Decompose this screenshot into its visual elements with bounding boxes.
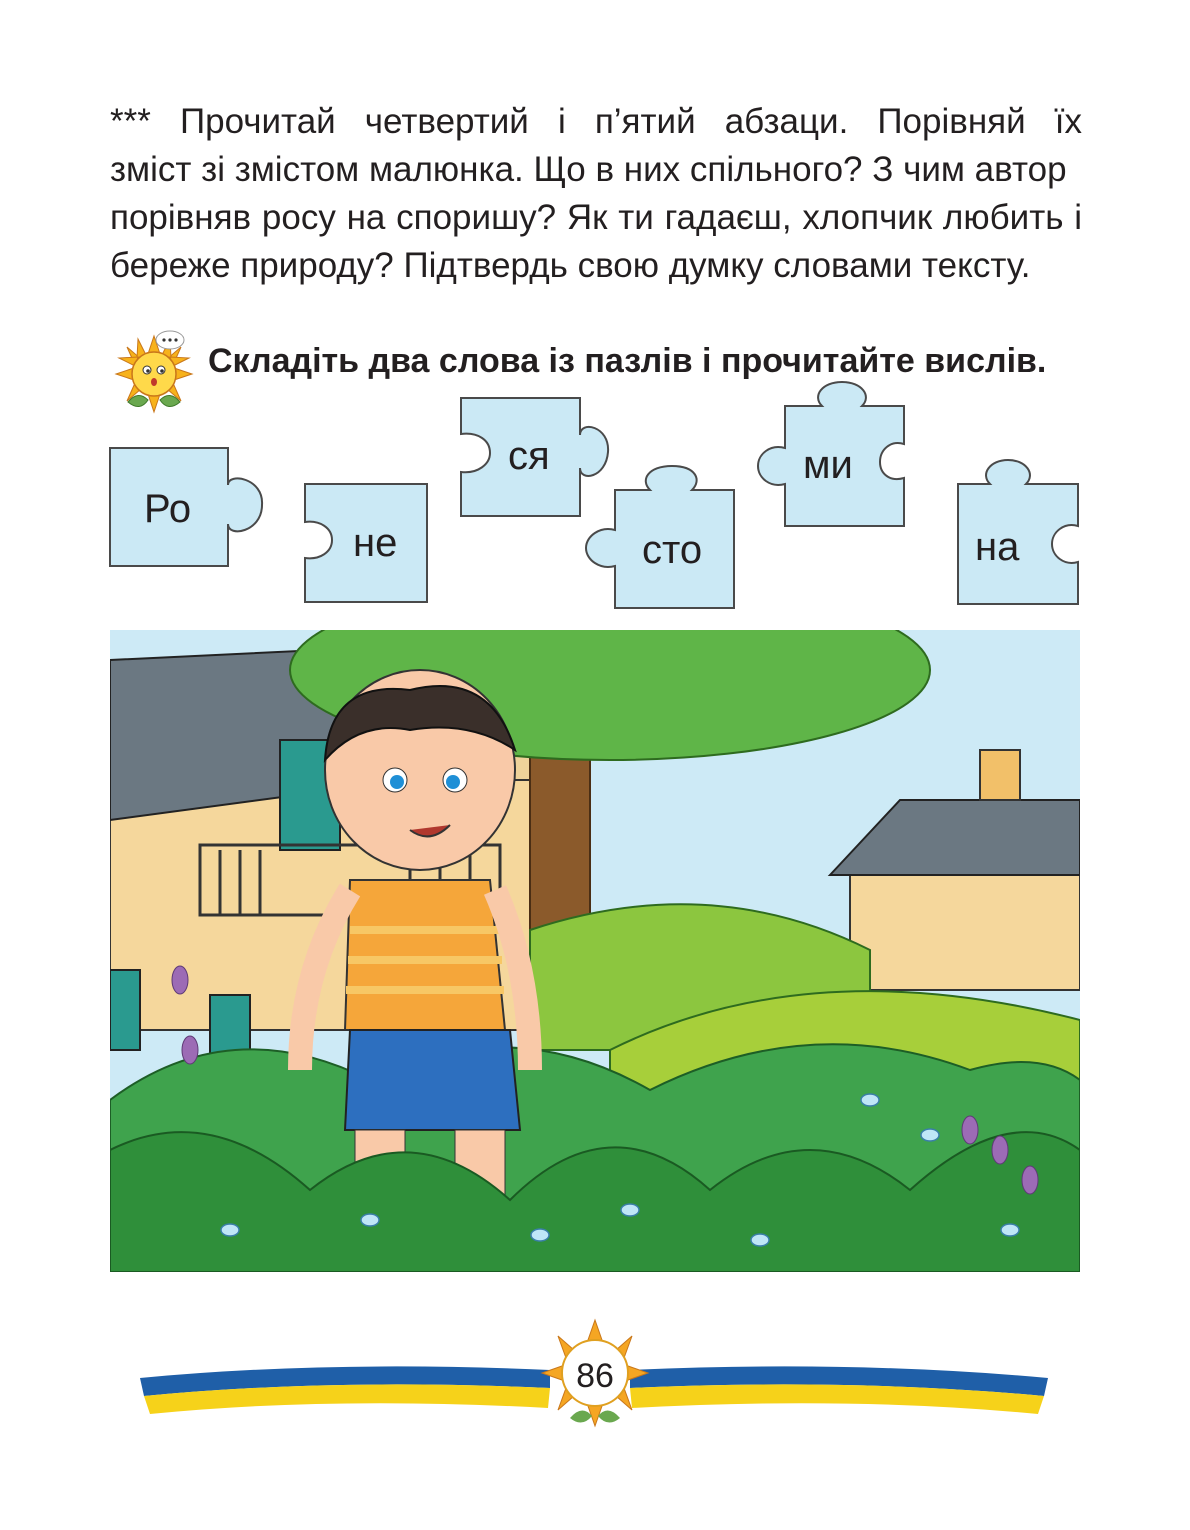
text-line-3: порівняв росу на споришу? Як ти гадаєш, хлопчик любить і bbox=[110, 198, 1082, 237]
puzzle-label-ro: Ро bbox=[144, 487, 192, 531]
puzzle-label-ne: не bbox=[353, 521, 398, 565]
sunflower-thinking-icon bbox=[108, 328, 200, 420]
puzzle-label-na: на bbox=[975, 525, 1020, 569]
text-line-2: зміст зі змістом малюнка. Що в них спільного? З чим автор bbox=[110, 150, 1067, 189]
boy-in-garden-illustration bbox=[110, 630, 1080, 1272]
exercise-text bbox=[110, 98, 1082, 290]
task-header bbox=[108, 328, 1098, 418]
puzzle-piece-ne[interactable] bbox=[305, 484, 427, 602]
puzzle-piece-sto[interactable] bbox=[586, 466, 734, 608]
task-title: Складіть два слова із пазлів і прочитайте вислів. bbox=[208, 342, 1047, 380]
puzzle-label-sto: сто bbox=[642, 528, 703, 572]
text-line-4: береже природу? Підтвердь свою думку словами тексту. bbox=[110, 246, 1031, 285]
puzzle-pieces bbox=[0, 0, 1190, 620]
page-footer bbox=[130, 1300, 1060, 1440]
puzzle-label-sia: ся bbox=[508, 434, 550, 478]
text-line-1: *** Прочитай четвертий і п’ятий абзаци. Порівняй їх bbox=[110, 102, 1082, 141]
puzzle-label-my: ми bbox=[803, 443, 853, 487]
puzzle-piece-ro[interactable] bbox=[110, 448, 262, 566]
puzzle-piece-na[interactable] bbox=[958, 460, 1078, 604]
ukrainian-ribbon bbox=[130, 1300, 1060, 1440]
sunflower-page-badge bbox=[542, 1320, 648, 1426]
page-number: 86 bbox=[576, 1357, 614, 1395]
garden-illustration bbox=[110, 630, 1080, 1272]
